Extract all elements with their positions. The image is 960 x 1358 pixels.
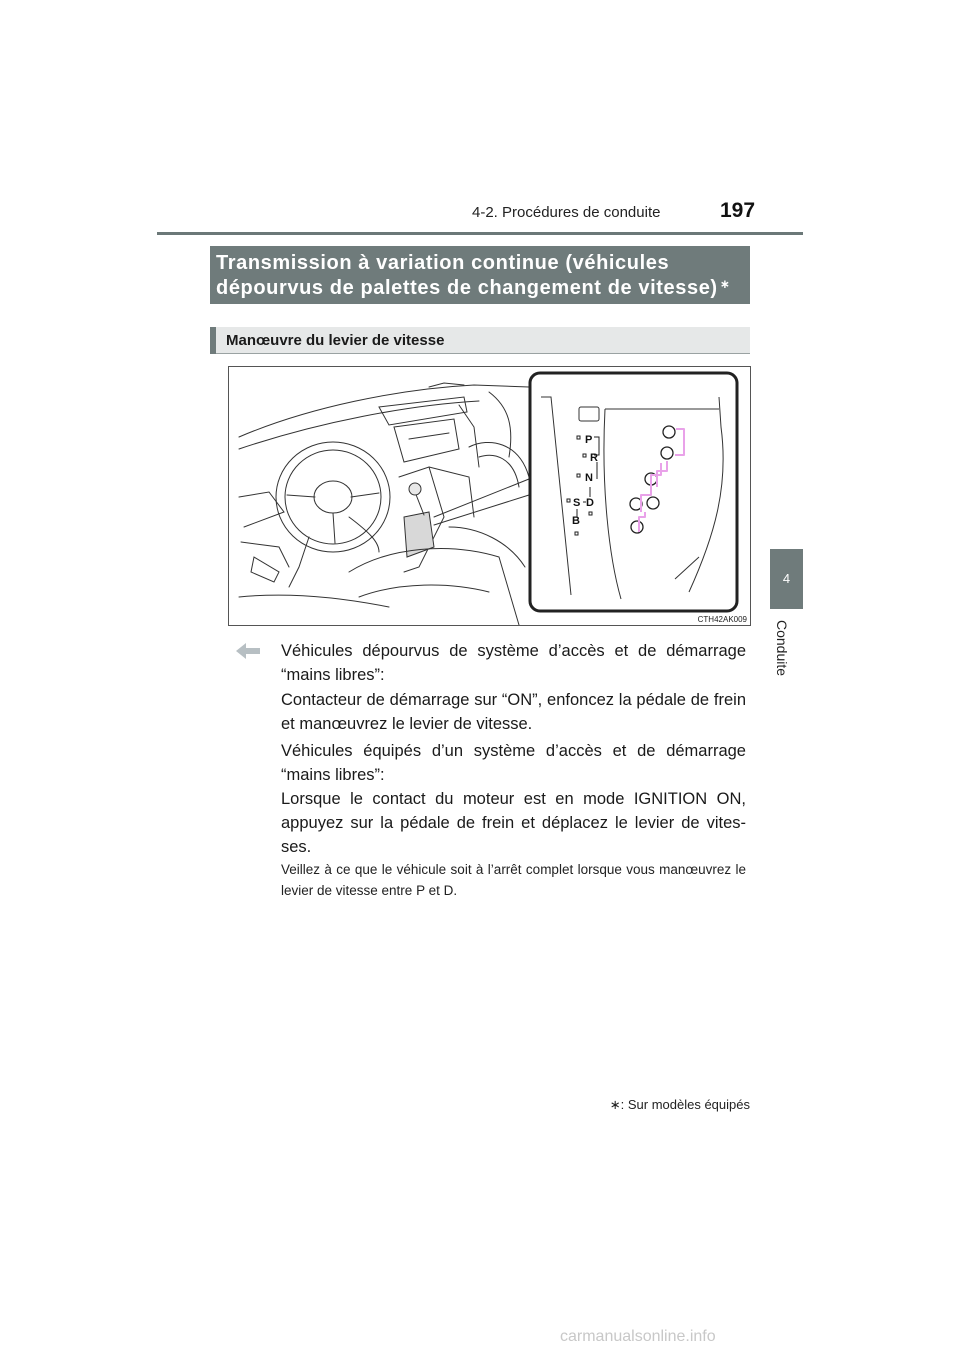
subsection-accent-bar xyxy=(210,327,216,354)
gear-label-b: B xyxy=(572,515,580,527)
section-title-line-2-text: dépourvus de palettes de changement de vitesse) xyxy=(216,277,718,299)
paragraph-start-switch-on: Contacteur de démarrage sur “ON”, enfoncez la pédale de frein et manœuvrez le levier de vitesse. xyxy=(281,691,746,733)
paragraph-with-smart-key: Véhicules équipés d’un système d’accès et de démarrage “mains libres”: xyxy=(281,742,746,784)
gear-label-r: R xyxy=(590,452,598,464)
section-title-line-1: Transmission à variation continue (véhicules xyxy=(216,252,670,274)
footnote: ∗: Sur modèles équipés xyxy=(609,1097,750,1112)
footnote-star-icon: ∗ xyxy=(719,277,731,291)
chapter-number: 4 xyxy=(782,571,791,586)
gear-label-n: N xyxy=(585,472,593,484)
page-number: 197 xyxy=(720,199,756,222)
paragraph-without-smart-key: Véhicules dépourvus de système d’accès et de démarrage “mains libres”: xyxy=(281,642,746,684)
shift-lever-illustration xyxy=(228,366,751,626)
safety-note: Veillez à ce que le véhicule soit à l’arrêt complet lorsque vous manœuvrez le levier de vitesse entre P et D. xyxy=(281,862,746,898)
watermark: carmanualsonline.info xyxy=(560,1328,716,1345)
section-title-line-2 xyxy=(216,277,730,300)
figure-code: CTH42AK009 xyxy=(697,615,747,624)
paragraph-ignition-on: Lorsque le contact du moteur est en mode IGNITION ON, appuyez sur la pédale de frein et déplacez le levier de vites-ses. xyxy=(281,790,746,856)
section-title-box xyxy=(210,246,750,304)
subsection-title-box xyxy=(210,327,750,354)
section-heading: 4-2. Procédures de conduite xyxy=(472,204,661,221)
chapter-label: Conduite xyxy=(774,620,790,677)
subsection-title: Manœuvre du levier de vitesse xyxy=(226,332,445,349)
arrow-left-icon xyxy=(234,641,262,661)
gear-label-p: P xyxy=(585,434,593,446)
header-divider xyxy=(157,232,803,235)
gear-label-s: S xyxy=(573,497,581,509)
gear-label-d: D xyxy=(586,497,594,509)
chapter-tab[interactable] xyxy=(770,549,803,609)
car-interior-drawing xyxy=(229,367,750,625)
